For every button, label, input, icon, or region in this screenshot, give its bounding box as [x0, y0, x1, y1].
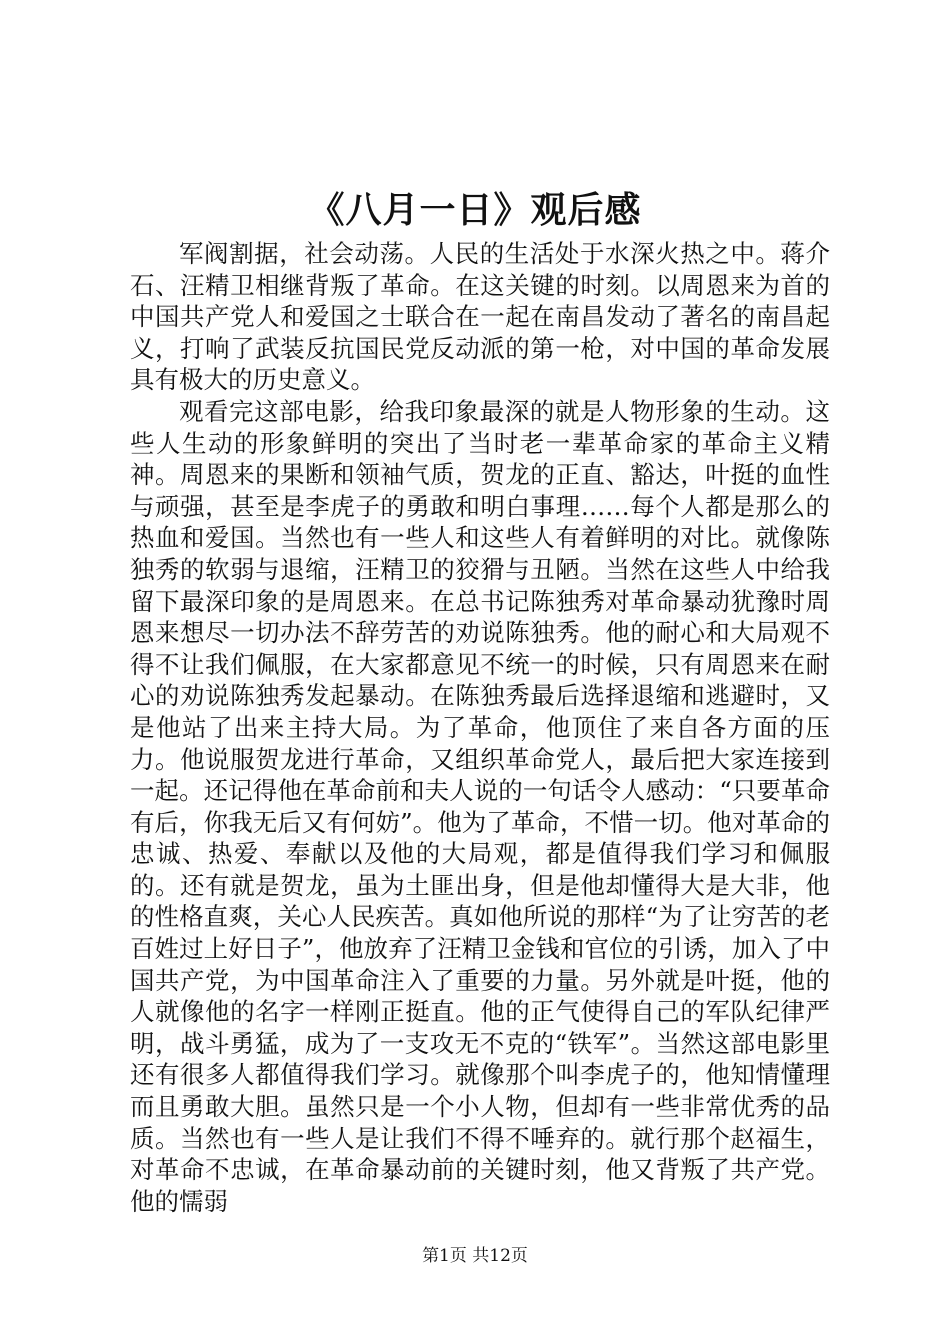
- paragraph-2: 观看完这部电影，给我印象最深的就是人物形象的生动。这些人生动的形象鲜明的突出了当时老一辈革命家的革命主义精神。周恩来的果断和领袖气质，贺龙的正直、豁达，叶挺的血性与顽强，甚至是李虎子的勇敢和明白事理……每个人都是那么的热血和爱国。当然也有一些人和这些人有着鲜明的对比。就像陈独秀的软弱与退缩，汪精卫的狡猾与丑陋。当然在这些人中给我留下最深印象的是周恩来。在总书记陈独秀对革命暴动犹豫时周恩来想尽一切办法不辞劳苦的劝说陈独秀。他的耐心和大局观不得不让我们佩服，在大家都意见不统一的时候，只有周恩来在耐心的劝说陈独秀发起暴动。在陈独秀最后选择退缩和逃避时，又是他站了出来主持大局。为了革命，他顶住了来自各方面的压力。他说服贺龙进行革命，又组织革命党人，最后把大家连接到一起。还记得他在革命前和夫人说的一句话令人感动：“只要革命有后，你我无后又有何妨”。他为了革命，不惜一切。他对革命的忠诚、热爱、奉献以及他的大局观，都是值得我们学习和佩服的。还有就是贺龙，虽为土匪出身，但是他却懂得大是大非，他的性格直爽，关心人民疾苦。真如他所说的那样“为了让穷苦的老百姓过上好日子”，他放弃了汪精卫金钱和官位的引诱，加入了中国共产党，为中国革命注入了重要的力量。另外就是叶挺，他的人就像他的名字一样刚正挺直。他的正气使得自己的军队纪律严明，战斗勇猛，成为了一支攻无不克的“铁军”。当然这部电影里还有很多人都值得我们学习。就像那个叫李虎子的，他知情懂理而且勇敢大胆。虽然只是一个小人物，但却有一些非常优秀的品质。当然也有一些人是让我们不得不唾弃的。就行那个赵福生，对革命不忠诚，在革命暴动前的关键时刻，他又背叛了共产党。他的懦弱: [130, 396, 830, 1216]
- paragraph-1: 军阀割据，社会动荡。人民的生活处于水深火热之中。蒋介石、汪精卫相继背叛了革命。在这关键的时刻。以周恩来为首的中国共产党人和爱国之士联合在一起在南昌发动了著名的南昌起义，打响了武装反抗国民党反动派的第一枪，对中国的革命发展具有极大的历史意义。: [130, 239, 830, 395]
- document-body: [130, 238, 830, 1217]
- page-footer: 第1页 共12页: [422, 1246, 528, 1266]
- document-title: 《八月一日》观后感: [308, 189, 642, 231]
